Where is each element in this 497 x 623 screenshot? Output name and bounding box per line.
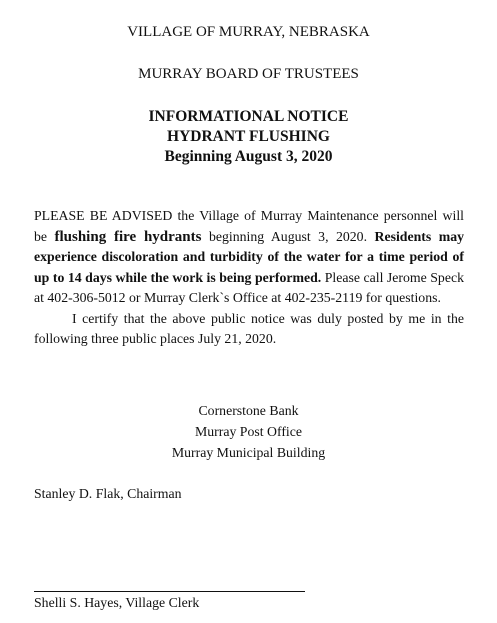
certification-paragraph: I certify that the above public notice was duly posted by me in the following three public places July 21, 2020.	[34, 310, 464, 346]
advisory-paragraph	[34, 206, 464, 309]
residents-warning: Residents may experience discoloration and turbidity of the water for a time period of up to 14 days while the work is being performed.	[34, 228, 464, 285]
chairman-signature: Stanley D. Flak, Chairman	[34, 486, 182, 501]
place-item: Cornerstone Bank	[198, 403, 299, 418]
notice-body	[34, 206, 464, 350]
place-item: Murray Municipal Building	[171, 445, 326, 460]
village-heading: VILLAGE OF MURRAY, NEBRASKA	[127, 24, 370, 40]
notice-title-line1: INFORMATIONAL NOTICE	[148, 108, 349, 125]
signature-line	[34, 591, 305, 592]
place-item: Murray Post Office	[194, 424, 303, 439]
notice-title-line3: Beginning August 3, 2020	[164, 148, 333, 165]
clerk-signature: Shelli S. Hayes, Village Clerk	[34, 595, 200, 610]
advisory-text-1: PLEASE BE ADVISED the Village of Murray Maintenance personnel will be	[34, 208, 464, 244]
flushing-emphasis: flushing fire hydrants	[54, 228, 202, 245]
posting-places	[0, 400, 497, 463]
advisory-text-2: beginning August 3, 2020.	[201, 228, 375, 244]
notice-title	[0, 107, 497, 167]
contact-text: Please call Jerome Speck at 402-306-5012 or Murray Clerk`s Office at 402-235-2119 for questions.	[34, 269, 464, 305]
notice-title-line2: HYDRANT FLUSHING	[167, 128, 330, 145]
board-heading: MURRAY BOARD OF TRUSTEES	[138, 66, 359, 82]
